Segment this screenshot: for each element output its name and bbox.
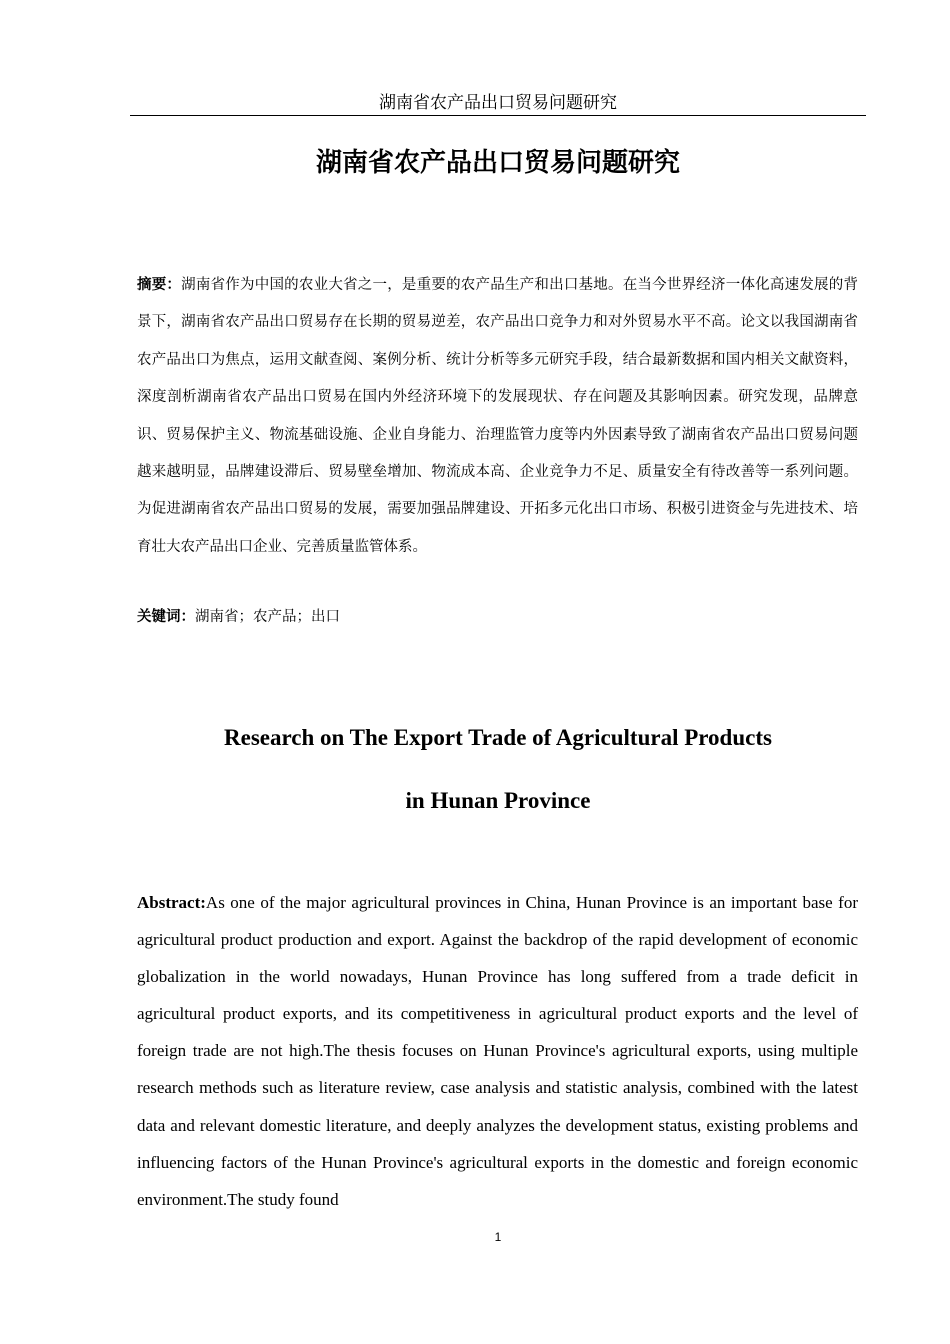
chinese-abstract <box>137 266 858 566</box>
chinese-keywords-label: 关键词： <box>137 608 195 625</box>
english-title <box>130 706 866 832</box>
chinese-abstract-label: 摘要： <box>137 276 182 293</box>
header-rule <box>130 115 866 116</box>
chinese-keywords <box>137 598 858 636</box>
chinese-keywords-text: 湖南省；农产品；出口 <box>195 609 340 625</box>
chinese-abstract-text: 湖南省作为中国的农业大省之一，是重要的农产品生产和出口基地。在当今世界经济一体化高速发展的背景下，湖南省农产品出口贸易存在长期的贸易逆差，农产品出口竞争力和对外贸易水平不高。论文以我国湖南省农产品出口为焦点，运用文献查阅、案例分析、统计分析等多元研究手段，结合最新数据和国内相关文献资料，深度剖析湖南省农产品出口贸易在国内外经济环境下的发展现状、存在问题及其影响因素。研究发现，品牌意识、贸易保护主义、物流基础设施、企业自身能力、治理监管力度等内外因素导致了湖南省农产品出口贸易问题越来越明显，品牌建设滞后、贸易壁垒增加、物流成本高、企业竞争力不足、质量安全有待改善等一系列问题。为促进湖南省农产品出口贸易的发展，需要加强品牌建设、开拓多元化出口市场、积极引进资金与先进技术、培育壮大农产品出口企业、完善质量监管体系。 <box>137 277 858 555</box>
page-number: 1 <box>494 1230 502 1244</box>
english-abstract <box>137 884 858 1218</box>
english-abstract-label: Abstract: <box>137 893 206 912</box>
english-abstract-text: As one of the major agricultural provinces in China, Hunan Province is an important base for agricultural product production and export. Against the backdrop of the rapid development of economic globalization in the world nowadays, Hunan Province has long suffered from a trade deficit in agricultural product exports, and its competitiveness in agricultural product exports and the level of foreign trade are not high.The thesis focuses on Hunan Province's agricultural exports, using multiple research methods such as literature review, case analysis and statistic analysis, combined with the latest data and relevant domestic literature, and deeply analyzes the development status, existing problems and influencing factors of the Hunan Province's agricultural exports in the domestic and foreign economic environment.The study found <box>137 893 858 1209</box>
english-title-line-2: in Hunan Province <box>405 788 591 813</box>
chinese-title: 湖南省农产品出口贸易问题研究 <box>315 148 680 178</box>
running-header: 湖南省农产品出口贸易问题研究 <box>379 93 617 113</box>
english-title-line-1: Research on The Export Trade of Agricultural Products <box>224 725 772 750</box>
